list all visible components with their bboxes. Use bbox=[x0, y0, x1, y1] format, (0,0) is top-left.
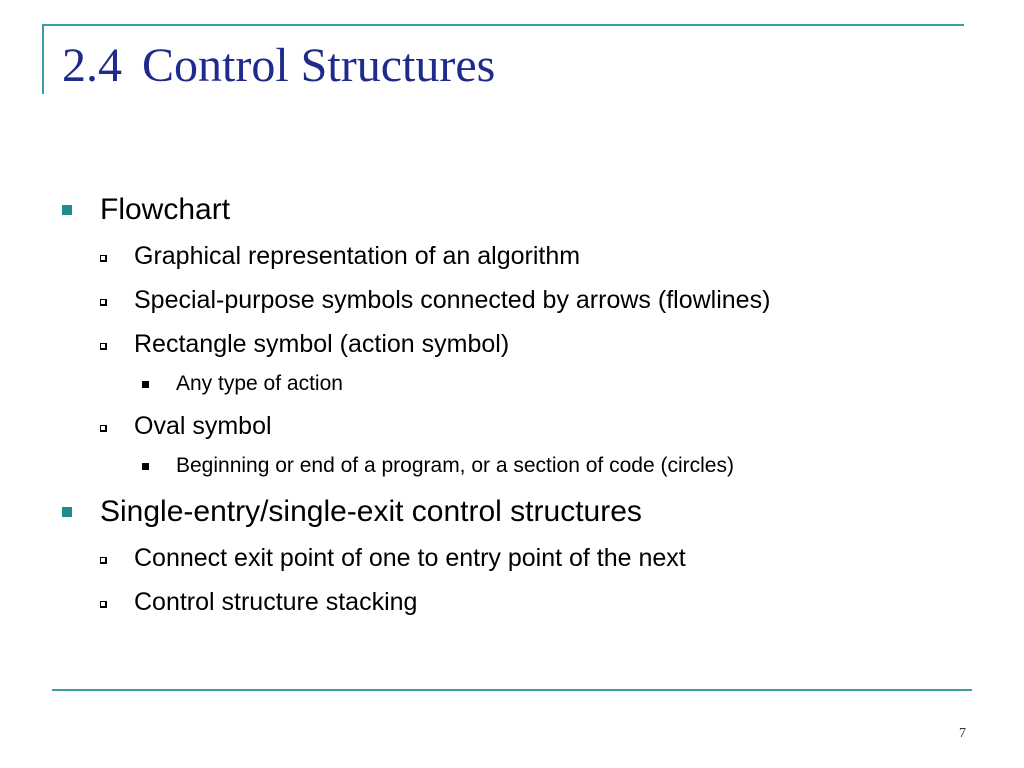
square-bullet-icon bbox=[142, 381, 149, 388]
hollow-square-bullet-icon bbox=[100, 557, 107, 564]
title-frame-left-rule bbox=[42, 24, 44, 94]
title-section-number: 2.4 bbox=[62, 39, 122, 92]
bullet-item-level-1 bbox=[62, 490, 962, 534]
bullet-text: Beginning or end of a program, or a section of code (circles) bbox=[176, 454, 734, 477]
page-number: 7 bbox=[959, 726, 966, 741]
bullet-item-level-3 bbox=[62, 366, 962, 402]
bullet-text: Rectangle symbol (action symbol) bbox=[134, 330, 510, 358]
bullet-text: Flowchart bbox=[100, 193, 231, 226]
title-frame-top-rule bbox=[42, 24, 964, 26]
bullet-item-level-3 bbox=[62, 448, 962, 484]
hollow-square-bullet-icon bbox=[100, 299, 107, 306]
hollow-square-bullet-icon bbox=[100, 255, 107, 262]
slide-title bbox=[62, 40, 495, 93]
square-bullet-icon bbox=[62, 507, 72, 517]
bullet-item-level-2 bbox=[62, 324, 962, 364]
bullet-item-level-1 bbox=[62, 188, 962, 232]
bullet-item-level-2 bbox=[62, 538, 962, 578]
bullet-text: Graphical representation of an algorithm bbox=[134, 242, 581, 270]
hollow-square-bullet-icon bbox=[100, 343, 107, 350]
title-text: Control Structures bbox=[142, 39, 496, 92]
bullet-item-level-2 bbox=[62, 280, 962, 320]
square-bullet-icon bbox=[62, 205, 72, 215]
footer-rule bbox=[52, 689, 972, 691]
bullet-text: Connect exit point of one to entry point of the next bbox=[134, 544, 686, 572]
square-bullet-icon bbox=[142, 463, 149, 470]
bullet-text: Control structure stacking bbox=[134, 588, 418, 616]
hollow-square-bullet-icon bbox=[100, 425, 107, 432]
bullet-text: Oval symbol bbox=[134, 412, 272, 440]
bullet-item-level-2 bbox=[62, 236, 962, 276]
bullet-list bbox=[62, 188, 962, 622]
bullet-item-level-2 bbox=[62, 406, 962, 446]
hollow-square-bullet-icon bbox=[100, 601, 107, 608]
bullet-text: Special-purpose symbols connected by arrows (flowlines) bbox=[134, 286, 771, 314]
bullet-text: Single-entry/single-exit control structures bbox=[100, 495, 642, 528]
bullet-text: Any type of action bbox=[176, 372, 343, 395]
bullet-item-level-2 bbox=[62, 582, 962, 622]
